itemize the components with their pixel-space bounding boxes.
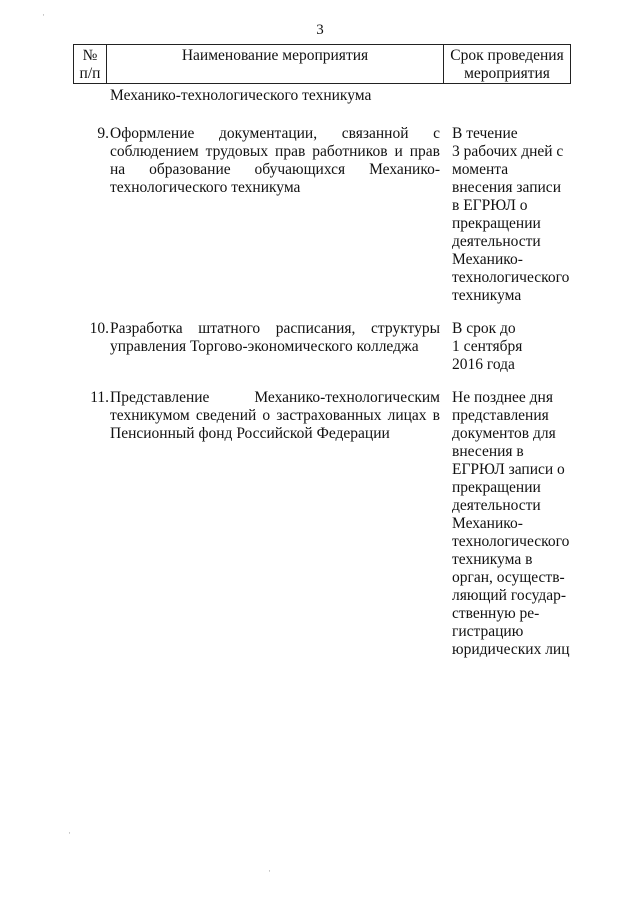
term-line: гистрацию [452, 623, 524, 640]
table-header [73, 44, 571, 84]
scan-mark-top-left: · [42, 10, 45, 20]
scan-mark-bottom-center: · [268, 866, 271, 876]
term-line: техникума [452, 287, 522, 304]
term-line: представления [452, 407, 549, 424]
term-line: технологического [452, 269, 570, 286]
term-line: прекращении [452, 215, 541, 232]
row-number: 10. [89, 320, 109, 337]
term-line: прекращении [452, 479, 541, 496]
header-num-line-2: п/п [79, 65, 101, 82]
term-line: ляющий государ- [452, 587, 567, 604]
term-line: технологического [452, 533, 570, 550]
term-line: момента [452, 161, 509, 178]
header-term-line-1: Срок проведения [450, 47, 564, 64]
term-line: техникума в [452, 551, 533, 568]
header-name: Наименование мероприятия [107, 45, 444, 83]
term-line: В течение [452, 125, 518, 142]
header-num [74, 45, 107, 83]
row-number: 11. [90, 389, 109, 406]
row-name: Оформление документации, связанной с соблюдением трудовых прав работников и прав на образование обучающихся Механико-технологического техникума [110, 125, 440, 196]
term-line: 1 сентября [452, 338, 523, 355]
row-number: 9. [97, 125, 109, 142]
term-line: Механико- [452, 515, 523, 532]
row-name: Представление Механико-технологическим техникумом сведений о застрахованных лицах в Пенсионный фонд Российской Федерации [110, 389, 440, 442]
scan-mark-bottom-left: · [68, 828, 71, 838]
term-line: ственную ре- [452, 605, 540, 622]
row-term [452, 389, 574, 659]
term-line: деятельности [452, 497, 541, 514]
row-term [452, 125, 574, 305]
term-line: орган, осуществ- [452, 569, 565, 586]
header-term-line-2: мероприятия [464, 65, 550, 82]
header-num-line-1: № [82, 47, 98, 64]
term-line: Не позднее дня [452, 389, 553, 406]
row-term [452, 320, 574, 374]
term-line: внесения в [452, 443, 524, 460]
header-term [444, 45, 570, 83]
term-line: В срок до [452, 320, 516, 337]
term-line: ЕГРЮЛ записи о [452, 461, 565, 478]
row-name: Разработка штатного расписания, структуры управления Торгово-экономического колледжа [110, 320, 440, 355]
term-line: документов для [452, 425, 556, 442]
term-line: 2016 года [452, 356, 515, 373]
term-line: внесения записи [452, 179, 561, 196]
continuation-text: Механико-технологического техникума [110, 87, 372, 104]
page-number: 3 [316, 22, 324, 38]
term-line: 3 рабочих дней с [452, 143, 564, 160]
term-line: юридических лиц [452, 641, 570, 658]
term-line: в ЕГРЮЛ о [452, 197, 528, 214]
term-line: Механико- [452, 251, 523, 268]
term-line: деятельности [452, 233, 541, 250]
